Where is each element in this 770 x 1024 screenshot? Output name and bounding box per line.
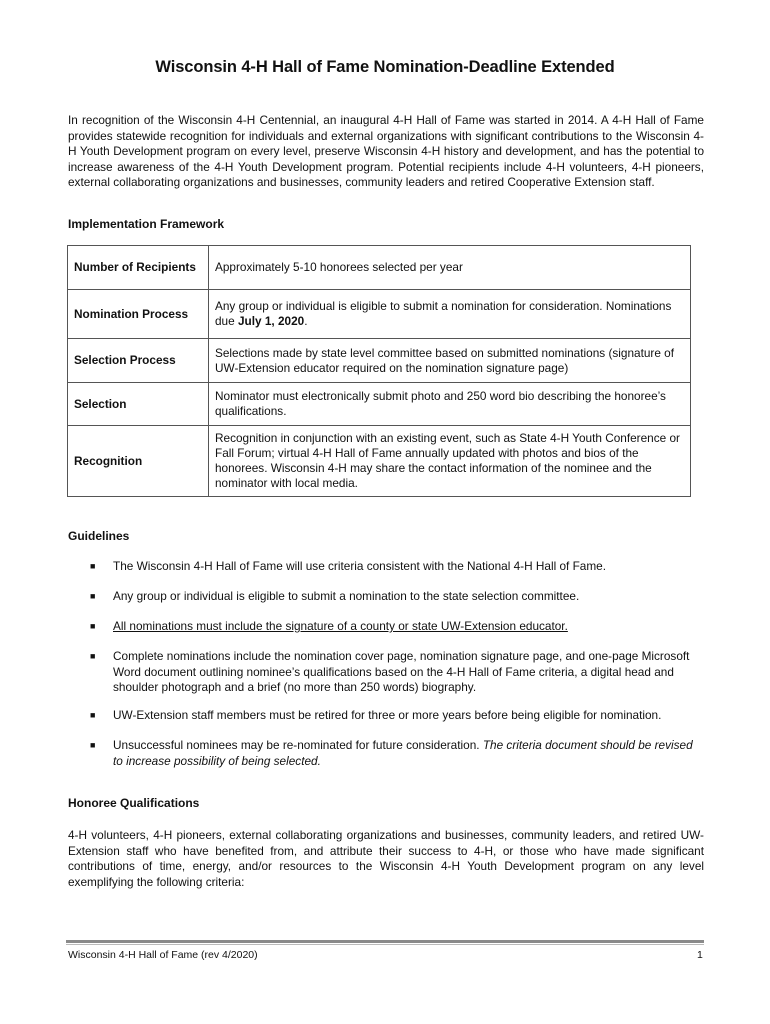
framework-table: [67, 245, 691, 497]
row-label: Selection: [68, 383, 209, 426]
row-label: Nomination Process: [68, 290, 209, 339]
list-item-text: All nominations must include the signature of a county or state UW-Extension educator.: [113, 619, 568, 633]
framework-heading: Implementation Framework: [68, 217, 225, 231]
footer-divider-thin: [66, 944, 704, 945]
table-row: [68, 426, 691, 497]
row-text: Nominator must electronically submit photo and 250 word bio describing the honoree’s qualifications.: [209, 383, 691, 426]
list-item-text: Any group or individual is eligible to submit a nomination to the state selection committee.: [113, 589, 580, 603]
bullet-icon: ■: [90, 651, 96, 661]
table-row: [68, 246, 691, 290]
list-item-text: The Wisconsin 4-H Hall of Fame will use criteria consistent with the National 4-H Hall of Fame.: [113, 559, 607, 573]
qualifications-paragraph: 4-H volunteers, 4-H pioneers, external collaborating organizations and businesses, community leaders, and retired UW-Extension staff who have benefited from, and attribute their success to 4-H, or those who have made significant contributions of time, energy, and/or resources to the Wisconsin 4-H Youth Development program on any level exemplifying the following criteria:: [68, 828, 704, 889]
footer-revision: Wisconsin 4-H Hall of Fame (rev 4/2020): [68, 949, 258, 961]
bullet-icon: ■: [90, 591, 96, 601]
row-text-end: .: [304, 314, 308, 328]
bullet-icon: ■: [90, 710, 96, 720]
row-text: Selections made by state level committee based on submitted nominations (signature of UW-Extension educator required on the nomination signature page): [209, 339, 691, 383]
row-text: Recognition in conjunction with an existing event, such as State 4-H Youth Conference or Fall Forum; virtual 4-H Hall of Fame annually updated with photos and bios of the honorees. Wisconsin 4-H may share the contact information of the nominee and the nominator with local media.: [209, 426, 691, 497]
bullet-icon: ■: [90, 740, 96, 750]
row-label: Number of Recipients: [68, 246, 209, 290]
qualifications-heading: Honoree Qualifications: [68, 796, 200, 810]
table-row: [68, 339, 691, 383]
page-number: 1: [697, 949, 703, 961]
row-text-main: Any group or individual is eligible to submit a nomination for consideration. Nominations due: [215, 299, 672, 328]
list-item-text-main: Unsuccessful nominees may be re-nominated for future consideration.: [113, 738, 483, 752]
footer-divider: [66, 940, 704, 943]
row-text: Approximately 5-10 honorees selected per year: [209, 246, 691, 290]
guidelines-heading: Guidelines: [68, 529, 130, 543]
table-row: [68, 290, 691, 339]
page-title: Wisconsin 4-H Hall of Fame Nomination-Deadline Extended: [155, 58, 615, 76]
intro-paragraph: In recognition of the Wisconsin 4-H Centennial, an inaugural 4-H Hall of Fame was started in 2014. A 4-H Hall of Fame provides statewide recognition for individuals and external organizations with significant contributions to the Wisconsin 4-H Youth Development program on every level, preserve Wisconsin 4-H history and development, and has the potential to increase awareness of the 4-H Youth Development program. Potential recipients include 4-H volunteers, 4-H pioneers, external collaborating organizations and businesses, community leaders and retired Cooperative Extension staff.: [68, 113, 704, 190]
row-text: [209, 290, 691, 339]
bullet-icon: ■: [90, 621, 96, 631]
list-item-italic-note: The criteria document should be revised to increase possibility of being selected.: [113, 738, 693, 768]
bullet-icon: ■: [90, 561, 96, 571]
deadline-date: July 1, 2020: [237, 314, 305, 328]
table-row: [68, 383, 691, 426]
list-item-text: Complete nominations include the nomination cover page, nomination signature page, and one-page Microsoft Word document outlining nominee’s qualifications based on the 4-H Hall of Fame criteria, a digital head and shoulder photograph and a brief (no more than 250 words) biography.: [113, 649, 690, 695]
list-item-text: [113, 738, 703, 769]
list-item-text: UW-Extension staff members must be retired for three or more years before being eligible for nomination.: [113, 708, 662, 722]
row-label: Selection Process: [68, 339, 209, 383]
row-label: Recognition: [68, 426, 209, 497]
